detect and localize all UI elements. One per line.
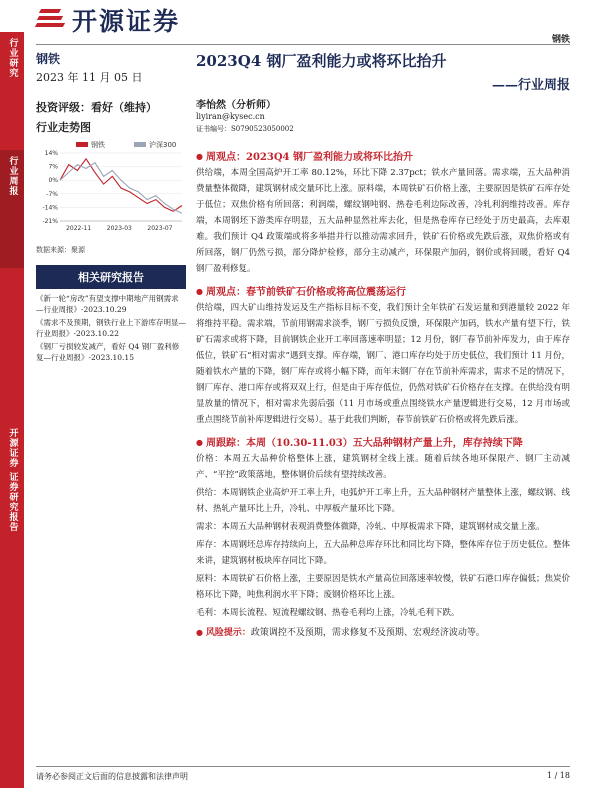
main-content bbox=[196, 142, 570, 638]
y-tick-label: 7% bbox=[48, 163, 58, 171]
related-report-link[interactable]: 《需求不及预期，钢铁行业上下游库存明显—行业周报》-2023.10.22 bbox=[36, 318, 186, 338]
logo-mark-icon bbox=[36, 7, 68, 33]
tracking-item: 原料：本周铁矿石价格上涨，主要原因是铁水产量高位回落速率较慢，铁矿石港口库存偏低；焦炭价格环比下降，吨焦利润水平下降；废钢价格环比上涨。 bbox=[196, 574, 571, 600]
section-paragraph: 供给端，四大矿山维持发运及生产指标目标不变，我们预计全年铁矿石发运量和到港量较 2022 年将维持平稳。需求端，节前用钢需求淡季，钢厂亏损负反馈，环保限产加码，铁水产量有望下行，铁矿石需求或将下降，目前钢铁企业开工率回落速率明显；12 月份，钢厂春节前补库发力，由于库存低位，铁矿石“相对需求”遇到支撑。库存端，钢厂、港口库存均处于历史低位，我们预计 11 月份，随着铁水产量的下降，钢厂库存或将小幅下降，而年末钢厂存在节前补库需求，需求不足的情况下，钢厂库存、港口库存或将双双上行，但是由于库存低位，仍然对铁矿石价格存在支撑。在供给没有明显放量的情况下，相对需求先弱后强（11 月市场或重点围绕铁水产量逻辑进行交易，12 月市场或重点围绕节前补库逻辑进行交易）。基于此我们判断，春节前铁矿石价格或将先跌后涨。 bbox=[196, 303, 571, 425]
bullet-icon: ● bbox=[196, 628, 203, 637]
investment-rating: 投资评级：看好（维持） bbox=[36, 101, 157, 114]
sidebar-block-weekly: 行业周报 bbox=[0, 150, 24, 268]
trend-chart bbox=[36, 139, 186, 243]
page-footer bbox=[36, 766, 570, 782]
report-subtitle: ——行业周报 bbox=[491, 78, 570, 93]
chart-source: 数据来源：聚源 bbox=[36, 246, 85, 254]
left-column bbox=[36, 50, 186, 365]
report-date: 2023 年 11 月 05 日 bbox=[36, 71, 143, 84]
section-heading: ● 周跟踪：本周（10.30-11.03）五大品种钢材产量上升，库存持续下降 bbox=[196, 436, 523, 449]
footer-disclaimer: 请务必参阅正文后面的信息披露和法律声明 bbox=[36, 772, 188, 781]
logo-text: 开源证券 bbox=[72, 7, 181, 36]
y-tick-label: 0% bbox=[48, 177, 58, 185]
section-heading: ● 周观点：2023Q4 钢厂盈利能力或将环比抬升 bbox=[196, 150, 413, 163]
analyst-cert: 证书编号：S0790523050002 bbox=[196, 125, 294, 133]
legend-swatch bbox=[76, 142, 88, 147]
related-report-link[interactable]: 《钢厂亏损较发减产，看好 Q4 钢厂盈利修复—行业周报》-2023.10.15 bbox=[36, 342, 180, 362]
tracking-item: 库存：本周钢坯总库存持续向上，五大品种总库存环比和同比均下降，整体库存位于历史低位。整体来讲，建筑钢材板块库存同比下降。 bbox=[196, 540, 571, 566]
report-title: 2023Q4 钢厂盈利能力或将环比抬升 bbox=[196, 52, 447, 70]
tracking-item: 供给：本周钢铁企业高炉开工率上升，电弧炉开工率上升，五大品种钢材产量整体上涨，螺纹钢、线材、热轧产量环比上升，冷轧、中厚板产量环比下降。 bbox=[196, 488, 571, 514]
legend-swatch bbox=[134, 142, 146, 147]
trend-chart-title: 行业走势图 bbox=[36, 121, 91, 134]
x-tick-label: 2023-03 bbox=[106, 225, 132, 232]
x-tick-label: 2023-07 bbox=[147, 225, 173, 232]
sector-name: 钢铁 bbox=[36, 52, 61, 66]
sidebar-block-research: 行业研究 bbox=[0, 32, 24, 150]
section-heading: ● 周观点：春节前铁矿石价格或将高位震荡运行 bbox=[196, 285, 406, 298]
legend-label: 沪深300 bbox=[149, 141, 177, 149]
y-tick-label: -21% bbox=[42, 218, 58, 225]
tracking-item: 价格：本周五大品种价格整体上涨，建筑钢材全线上涨。随着后续各地环保限产、钢厂主动减产、“平控”政策落地，整体钢价后续有望持续改善。 bbox=[196, 454, 570, 480]
brand-logo bbox=[36, 2, 180, 38]
related-report-link[interactable]: 《新一轮“房改”有望支撑中期地产用钢需求—行业周报》-2023.10.29 bbox=[36, 294, 179, 314]
risk-text: 政策调控不及预期，需求修复不及预期、宏观经济波动等。 bbox=[250, 628, 485, 638]
related-reports-list bbox=[36, 293, 186, 363]
x-tick-label: 2022-11 bbox=[66, 225, 92, 232]
sidebar bbox=[0, 32, 24, 792]
risk-label: 风险提示： bbox=[205, 628, 251, 638]
header-divider bbox=[36, 44, 570, 45]
analyst-email[interactable]: liyiran@kysec.cn bbox=[196, 112, 265, 121]
bullet-icon: ● bbox=[196, 436, 203, 447]
related-reports-title: 相关研究报告 bbox=[36, 265, 186, 289]
y-tick-label: -7% bbox=[46, 190, 58, 198]
y-tick-label: -14% bbox=[42, 204, 58, 212]
trend-chart-svg bbox=[36, 139, 186, 239]
risk-warning bbox=[196, 625, 570, 638]
sidebar-block-brand: 开源证券 证券研究报告 bbox=[0, 268, 24, 788]
header-sector-tag: 钢铁 bbox=[551, 35, 570, 45]
analyst-name: 李怡然（分析师） bbox=[196, 100, 276, 111]
section-paragraph: 供给端，本周全国高炉开工率 80.12%，环比下降 2.37pct；铁水产量回落。需求端，五大品种消费量整体微降，建筑钢材成交量环比上涨。原料端，本周铁矿石价格上涨，主要原因是铁矿石库存处于低位；双焦价格有所回落；利润端，螺纹钢吨钢、热卷毛利边际改善，冷轧利润维持改善。库存端，本周钢坯下游类库存明显，五大品种显然社库去化，但是热卷库存已经处于历史最高，去库艰难。我们预计 Q4 政策端或将多举措并行以推动需求回升，铁矿石价格或先跌后涨，双焦价格或有所回落，钢厂仍然亏损，部分降炉检修，部分主动减产，环保限产加码，钢价或将回暖，看好 Q4 钢厂盈利修复。 bbox=[196, 168, 571, 274]
tracking-item: 毛利：本周长流程、短流程螺纹钢、热卷毛利均上涨，冷轧毛利下跌。 bbox=[196, 608, 460, 618]
page-number: 1 / 18 bbox=[546, 771, 570, 780]
bullet-icon: ● bbox=[196, 150, 203, 161]
legend-label: 钢铁 bbox=[91, 141, 105, 149]
bullet-icon: ● bbox=[196, 285, 203, 296]
y-tick-label: 14% bbox=[44, 150, 58, 157]
tracking-item: 需求：本周五大品种钢材表观消费整体微降，冷轧、中厚板需求下降，建筑钢材成交量上涨。 bbox=[196, 522, 545, 532]
